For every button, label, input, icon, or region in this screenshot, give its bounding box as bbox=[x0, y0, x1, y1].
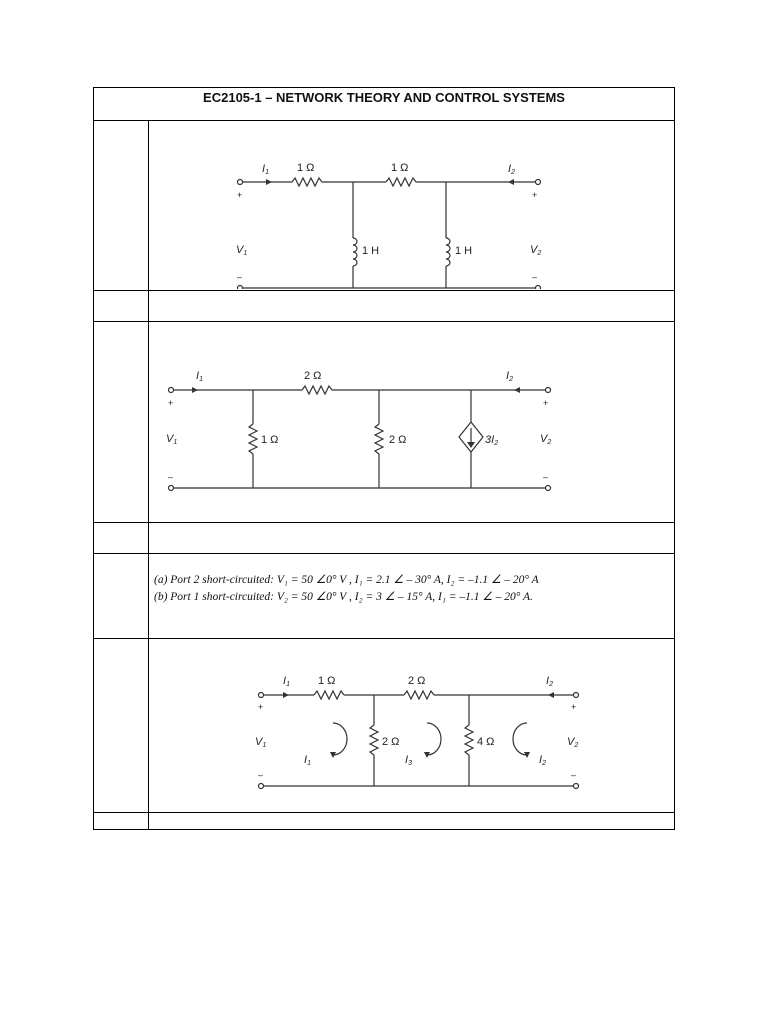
c2-i1-label: I1 bbox=[196, 370, 203, 383]
question-row-5 bbox=[93, 554, 675, 639]
c1-v1-label: V1 bbox=[236, 244, 248, 257]
c3-i1-label: I1 bbox=[283, 675, 290, 688]
question-number-cell bbox=[94, 291, 149, 321]
c1-plus-right: + bbox=[532, 190, 538, 200]
c2-minus-left: – bbox=[168, 472, 174, 482]
c1-minus-left: – bbox=[237, 272, 243, 282]
c3-r-shunt1-label: 2 Ω bbox=[382, 736, 400, 748]
question-row-4 bbox=[93, 523, 675, 554]
c1-i1-label: I1 bbox=[262, 163, 269, 176]
c2-v2-label: V2 bbox=[540, 433, 552, 446]
i2-arrow-icon bbox=[508, 179, 514, 185]
c3-minus-left: – bbox=[258, 770, 264, 780]
circuit-3-diagram bbox=[94, 639, 674, 811]
c1-v2-label: V2 bbox=[530, 244, 542, 257]
c3-loop1-label: I1 bbox=[304, 754, 311, 767]
c3-r-shunt2-label: 4 Ω bbox=[477, 736, 495, 748]
i2-arrow-icon bbox=[548, 692, 554, 698]
c3-plus-right: + bbox=[571, 702, 577, 712]
c2-r-series-label: 2 Ω bbox=[304, 370, 322, 382]
c3-loop3-label: I2 bbox=[539, 754, 546, 767]
question-row-2 bbox=[93, 291, 675, 322]
page-title: EC2105-1 – NETWORK THEORY AND CONTROL SYSTEMS bbox=[203, 90, 565, 105]
c2-i2-label: I2 bbox=[506, 370, 513, 383]
i1-arrow-icon bbox=[283, 692, 289, 698]
question-number-cell bbox=[94, 554, 149, 638]
c3-loop2-label: I3 bbox=[405, 754, 412, 767]
i1-arrow-icon bbox=[266, 179, 272, 185]
c2-minus-right: – bbox=[543, 472, 549, 482]
c3-r2-label: 2 Ω bbox=[408, 675, 426, 687]
circuit-1-diagram bbox=[94, 121, 674, 289]
question-row-7 bbox=[93, 813, 675, 830]
c2-plus-left: + bbox=[168, 398, 174, 408]
question-table bbox=[93, 87, 675, 831]
circuit-2-diagram bbox=[94, 322, 674, 521]
header-row bbox=[93, 87, 675, 121]
source-arrow-icon bbox=[467, 442, 475, 448]
c2-r-shunt2-label: 2 Ω bbox=[389, 434, 407, 446]
question-row-3 bbox=[93, 322, 675, 523]
c1-l1-label: 1 H bbox=[362, 245, 380, 257]
c1-r2-label: 1 Ω bbox=[391, 162, 409, 174]
i1-arrow-icon bbox=[192, 387, 198, 393]
c2-v1-label: V1 bbox=[166, 433, 178, 446]
i2-arrow-icon bbox=[514, 387, 520, 393]
question-number-cell bbox=[94, 523, 149, 553]
c2-plus-right: + bbox=[543, 398, 549, 408]
c3-r1-label: 1 Ω bbox=[318, 675, 336, 687]
c1-l2-label: 1 H bbox=[455, 245, 473, 257]
c3-v1-label: V1 bbox=[255, 736, 267, 749]
c3-v2-label: V2 bbox=[567, 736, 579, 749]
c2-r-shunt1-label: 1 Ω bbox=[261, 434, 279, 446]
question-row-1 bbox=[93, 121, 675, 291]
c3-plus-left: + bbox=[258, 702, 264, 712]
c3-minus-right: – bbox=[571, 770, 577, 780]
c3-i2-label: I2 bbox=[546, 675, 553, 688]
c1-i2-label: I2 bbox=[508, 163, 515, 176]
question-number-cell bbox=[94, 813, 149, 829]
c1-plus-left: + bbox=[237, 190, 243, 200]
c1-r1-label: 1 Ω bbox=[297, 162, 315, 174]
c2-source-label: 3I2 bbox=[485, 434, 499, 447]
question-row-6 bbox=[93, 639, 675, 813]
given-line-a: (a) Port 2 short-circuited: V₁ = 50 ∠0° V , I₁ = 2.1 ∠ – 30° A, I₂ = –1.1 ∠ – 20° A bbox=[154, 574, 539, 586]
c1-minus-right: – bbox=[532, 272, 538, 282]
given-line-b: (b) Port 1 short-circuited: V₂ = 50 ∠0° V , I₂ = 3 ∠ – 15° A, I₁ = –1.1 ∠ – 20° A. bbox=[154, 591, 533, 603]
